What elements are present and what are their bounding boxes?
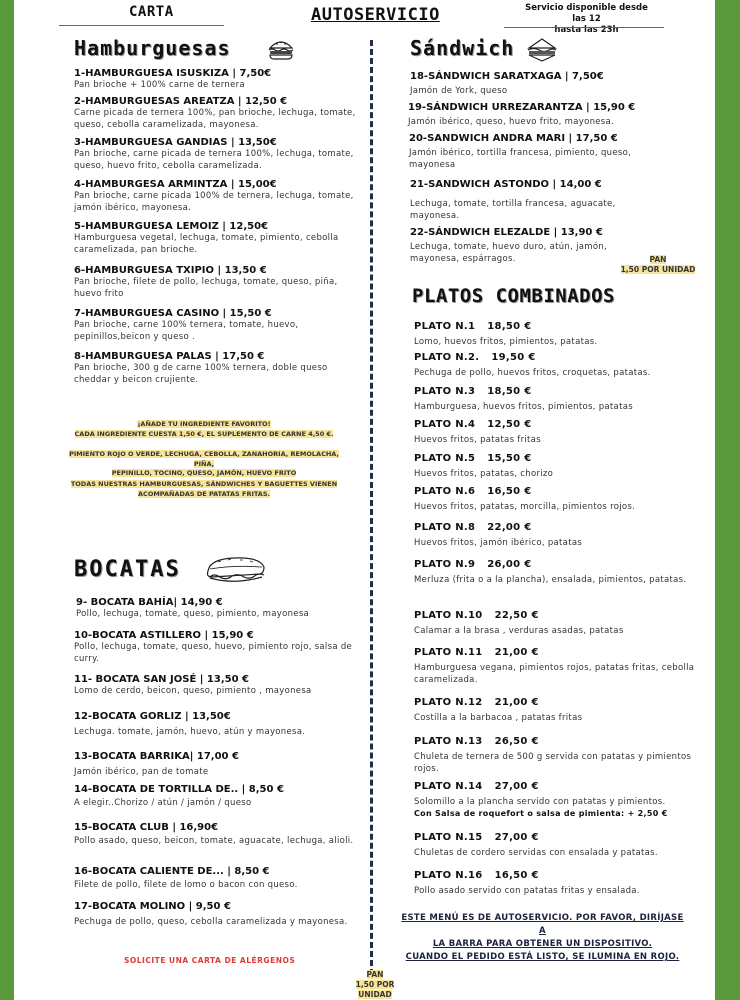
item-desc: Hamburguesa vegetal, lechuga, tomate, pimiento, cebolla caramelizada, pan brioche. [74, 233, 339, 255]
item-desc: Lechuga, tomate, tortilla francesa, aguacate, mayonesa. [410, 199, 616, 221]
item-name: 17-BOCATA MOLINO | 9,50 € [74, 901, 231, 912]
note-line: PIMIENTO ROJO O VERDE, LECHUGA, CEBOLLA, ZANAHORIA, REMOLACHA, PIÑA, [69, 450, 339, 468]
item-desc: Pollo, lechuga, tomate, queso, huevo, pimiento rojo, salsa de curry. [74, 642, 353, 664]
plato-number: PLATO N.3 [414, 386, 476, 397]
plato-price: 22,50 € [494, 610, 539, 621]
item-desc: Pechuga de pollo, queso, cebolla caramelizada y mayonesa. [74, 917, 348, 927]
item-name: 11- BOCATA SAN JOSÉ | 13,50 € [74, 674, 249, 685]
item-desc: Filete de pollo, filete de lomo o bacon con queso. [74, 880, 298, 890]
item-name: 10-BOCATA ASTILLERO | 15,90 € [74, 630, 254, 641]
hamburguesa-item [74, 221, 366, 256]
plato-item [414, 386, 704, 413]
plato-name [414, 736, 704, 747]
plato-price: 15,50 € [487, 453, 532, 464]
ingredient-note [64, 420, 344, 439]
item-desc: Hamburguesa vegana, pimientos rojos, patatas fritas, cebolla caramelizada. [414, 663, 695, 685]
plato-number: PLATO N.10 [414, 610, 483, 621]
item-name: 19-SÁNDWICH URREZARANTZA | 15,90 € [408, 102, 636, 113]
note-line: TODAS NUESTRAS HAMBURGUESAS, SÁNDWICHES Y BAGUETTES VIENEN [70, 480, 338, 488]
item-desc: Solomillo a la plancha servido con patatas y pimientos. [414, 797, 666, 807]
note-line: ESTE MENÚ ES DE AUTOSERVICIO. POR FAVOR, DIRÍJASE A [401, 913, 684, 936]
hamburguesa-item [74, 137, 366, 172]
bocata-item [74, 866, 364, 891]
bocata-item [74, 630, 364, 665]
item-desc: Lechuga. tomate, jamón, huevo, atún y mayonesa. [74, 727, 306, 737]
plato-price: 16,50 € [494, 870, 539, 881]
note-line: PEPINILLO, TOCINO, QUESO, JAMÓN, HUEVO FRITO [111, 469, 297, 477]
pan-price-tag-bottom [340, 970, 410, 1000]
sandwich-icon [526, 36, 558, 62]
item-desc: Huevos fritos, patatas, morcilla, pimientos rojos. [414, 502, 636, 512]
item-desc: Pechuga de pollo, huevos fritos, croquetas, patatas. [414, 368, 651, 378]
plato-name [414, 781, 704, 792]
menu-page [14, 0, 715, 1000]
hamburguesa-item [74, 351, 366, 386]
item-desc: Carne picada de ternera 100%, pan brioche, lechuga, tomate, queso, cebolla caramelizada, mayonesa. [74, 108, 356, 130]
item-desc: Huevos fritos, patatas, chorizo [414, 469, 554, 479]
self-service-note [400, 912, 685, 964]
plato-name [414, 697, 704, 708]
item-desc: Pan brioche, carne picada de ternera 100%, lechuga, tomate, queso, huevo frito, cebolla caramelizada. [74, 149, 354, 171]
plato-name [414, 870, 704, 881]
item-name: 4-HAMBURGESA ARMINTZA | 15,00€ [74, 179, 277, 190]
plato-name [414, 386, 704, 397]
item-desc: Lomo, huevos fritos, pimientos, patatas. [414, 337, 598, 347]
bocata-item [76, 597, 366, 620]
hamburguesa-item [74, 308, 366, 343]
header-rule-left [59, 25, 224, 26]
bocata-item [74, 711, 364, 738]
item-desc: Chuleta de ternera de 500 g servida con patatas y pimientos rojos. [414, 752, 692, 774]
sandwich-item [409, 133, 659, 171]
item-name: 12-BOCATA GORLIZ | 13,50€ [74, 711, 231, 722]
column-divider [370, 40, 373, 975]
sandwich-item [410, 227, 645, 265]
item-name: 13-BOCATA BARRIKA| 17,00 € [74, 751, 239, 762]
bocata-item [74, 751, 364, 778]
note-line: CADA INGREDIENTE CUESTA 1,50 €, EL SUPLEMENTO DE CARNE 4,50 €. [74, 429, 334, 438]
plato-price: 21,00 € [494, 647, 539, 658]
plato-item [414, 419, 704, 446]
hamburguesa-item [74, 179, 366, 214]
plato-price: 21,00 € [494, 697, 539, 708]
plato-name [414, 647, 704, 658]
pan-price: 1,50 POR UNIDAD [620, 265, 696, 274]
plato-name [414, 486, 704, 497]
item-name: 18-SÁNDWICH SARATXAGA | 7,50€ [410, 71, 604, 82]
bocata-item [74, 784, 364, 809]
item-desc: Merluza (frita o a la plancha), ensalada, pimientos, patatas. [414, 575, 687, 585]
plato-number: PLATO N.12 [414, 697, 483, 708]
plato-number: PLATO N.13 [414, 736, 483, 747]
plato-item [414, 697, 704, 724]
item-name: 16-BOCATA CALIENTE DE... | 8,50 € [74, 866, 270, 877]
service-hours-line2: hasta las 23h [554, 25, 619, 35]
plato-number: PLATO N.11 [414, 647, 483, 658]
service-hours [519, 3, 654, 36]
sandwich-title: Sándwich [410, 36, 515, 60]
plato-name [414, 832, 704, 843]
item-desc: Pan brioche, carne 100% ternera, tomate, huevo, pepinillos,beicon y queso . [74, 320, 299, 342]
note-line: CUANDO EL PEDIDO ESTÁ LISTO, SE ILUMINA EN ROJO. [405, 952, 680, 962]
item-name: 14-BOCATA DE TORTILLA DE.. | 8,50 € [74, 784, 284, 795]
bocatas-title: BOCATAS [74, 557, 181, 582]
item-desc: Lomo de cerdo, beicon, queso, pimiento , mayonesa [74, 686, 312, 696]
plato-item [414, 559, 704, 586]
plato-price: 12,50 € [487, 419, 532, 430]
plato-number: PLATO N.15 [414, 832, 483, 843]
header-rule-right [504, 27, 664, 28]
item-desc: Chuletas de cordero servidas con ensalada y patatas. [414, 848, 658, 858]
plato-price: 18,50 € [487, 321, 532, 332]
sandwich-item [410, 179, 645, 222]
plato-item [414, 832, 704, 859]
autoservicio-title: AUTOSERVICIO [311, 5, 440, 25]
plato-price: 26,50 € [494, 736, 539, 747]
item-desc: Pan brioche + 100% carne de ternera [74, 80, 245, 90]
plato-extra: Con Salsa de roquefort o salsa de pimienta: + 2,50 € [414, 809, 668, 818]
plato-number: PLATO N.5 [414, 453, 476, 464]
plato-item [414, 321, 704, 348]
plato-name [414, 321, 704, 332]
plato-name [414, 419, 704, 430]
ingredient-list-note [64, 450, 344, 479]
item-desc: Lechuga, tomate, huevo duro, atún, jamón, mayonesa, espárragos. [410, 242, 608, 264]
plato-name [414, 522, 704, 533]
plato-item [414, 781, 704, 820]
plato-name [414, 610, 704, 621]
item-desc: Calamar a la brasa , verduras asadas, patatas [414, 626, 624, 636]
plato-price: 19,50 € [491, 352, 536, 363]
plato-number: PLATO N.16 [414, 870, 483, 881]
item-name: 3-HAMBURGUESA GANDIAS | 13,50€ [74, 137, 277, 148]
item-name: 7-HAMBURGUESA CASINO | 15,50 € [74, 308, 272, 319]
item-desc: Hamburguesa, huevos fritos, pimientos, patatas [414, 402, 633, 412]
plato-number: PLATO N.6 [414, 486, 476, 497]
item-name: 20-SANDWICH ANDRA MARI | 17,50 € [409, 133, 618, 144]
plato-price: 16,50 € [487, 486, 532, 497]
pan-price: 1,50 POR UNIDAD [355, 980, 395, 999]
plato-price: 18,50 € [487, 386, 532, 397]
item-name: 9- BOCATA BAHÍA| 14,90 € [76, 597, 223, 608]
pan-label: PAN [366, 970, 384, 979]
plato-number: PLATO N.14 [414, 781, 483, 792]
plato-item [414, 486, 704, 513]
hamburguesa-item [74, 265, 366, 300]
fries-note [64, 480, 344, 499]
pan-label: PAN [649, 255, 667, 264]
item-name: 5-HAMBURGUESA LEMOIZ | 12,50€ [74, 221, 269, 232]
plato-number: PLATO N.1 [414, 321, 476, 332]
plato-item [414, 610, 704, 637]
item-desc: Jamón ibérico, tortilla francesa, pimiento, queso, mayonesa [409, 148, 632, 170]
item-name: 1-HAMBURGUESA ISUSKIZA | 7,50€ [74, 68, 272, 79]
item-name: 2-HAMBURGUESAS AREATZA | 12,50 € [74, 96, 288, 107]
plato-price: 27,00 € [494, 832, 539, 843]
note-line: ACOMPAÑADAS DE PATATAS FRITAS. [138, 489, 270, 498]
pan-price-tag-side [620, 255, 696, 275]
plato-number: PLATO N.9 [414, 559, 476, 570]
service-hours-line1: Servicio disponible desde las 12 [525, 3, 648, 24]
item-desc: Jamón ibérico, pan de tomate [74, 767, 209, 777]
bocata-item [74, 674, 364, 697]
burger-icon [268, 38, 294, 60]
item-name: 8-HAMBURGUESA PALAS | 17,50 € [74, 351, 265, 362]
item-name: 15-BOCATA CLUB | 16,90€ [74, 822, 219, 833]
item-desc: Pan brioche, filete de pollo, lechuga, tomate, queso, piña, huevo frito [74, 277, 338, 299]
item-desc: Jamón de York, queso [410, 86, 508, 96]
item-desc: Huevos fritos, jamón ibérico, patatas [414, 538, 583, 548]
sandwich-item [408, 102, 698, 128]
plato-item [414, 736, 704, 775]
bocata-item [74, 822, 364, 847]
plato-number: PLATO N.4 [414, 419, 476, 430]
plato-price: 26,00 € [487, 559, 532, 570]
plato-name [414, 453, 704, 464]
item-desc: Pollo asado servido con patatas fritas y ensalada. [414, 886, 640, 896]
bocata-icon [204, 555, 268, 585]
item-desc: Pan brioche, carne picada 100% de ternera, lechuga, tomate, jamón ibérico, mayonesa. [74, 191, 354, 213]
item-desc: Huevos fritos, patatas fritas [414, 435, 541, 445]
hamburguesa-item [74, 68, 366, 91]
item-desc: Jamón ibérico, queso, huevo frito, mayonesa. [408, 117, 615, 127]
alergenos-notice: SOLICITE UNA CARTA DE ALÉRGENOS [124, 956, 296, 965]
plato-item [414, 352, 704, 379]
plato-price: 22,00 € [487, 522, 532, 533]
plato-price: 27,00 € [494, 781, 539, 792]
bocata-item [74, 901, 366, 928]
item-desc: Pollo, lechuga, tomate, queso, pimiento, mayonesa [76, 609, 310, 619]
sandwich-item [410, 71, 700, 97]
plato-item [414, 522, 704, 549]
plato-item [414, 647, 704, 686]
note-line: ¡AÑADE TU INGREDIENTE FAVORITO! [137, 420, 271, 428]
platos-title: PLATOS COMBINADOS [412, 285, 615, 307]
item-desc: Costilla a la barbacoa , patatas fritas [414, 713, 583, 723]
plato-number: PLATO N.8 [414, 522, 476, 533]
item-name: 22-SÁNDWICH ELEZALDE | 13,90 € [410, 227, 603, 238]
hamburguesas-title: Hamburguesas [74, 36, 231, 60]
plato-name [414, 352, 704, 363]
item-desc: A elegir..Chorizo / atún / jamón / queso [74, 798, 252, 808]
plato-name [414, 559, 704, 570]
note-line: LA BARRA PARA OBTENER UN DISPOSITIVO. [432, 939, 653, 949]
item-desc: Pollo asado, queso, beicon, tomate, aguacate, lechuga, alioli. [74, 836, 354, 846]
plato-item [414, 453, 704, 480]
item-desc: Pan brioche, 300 g de carne 100% ternera, doble queso cheddar y beicon crujiente. [74, 363, 328, 385]
item-name: 6-HAMBURGUESA TXIPIO | 13,50 € [74, 265, 267, 276]
carta-label: CARTA [129, 4, 174, 20]
plato-number: PLATO N.2. [414, 352, 480, 363]
hamburguesa-item [74, 96, 366, 131]
plato-item [414, 870, 704, 897]
item-name: 21-SANDWICH ASTONDO | 14,00 € [410, 179, 602, 190]
